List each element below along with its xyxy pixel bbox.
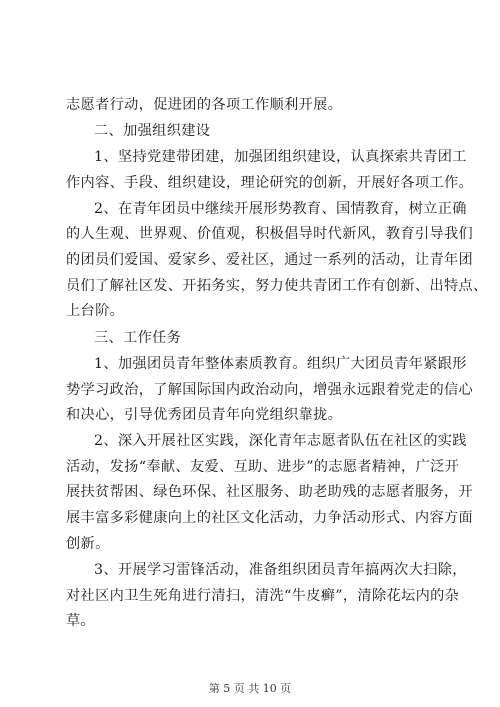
text-line-8: 员们了解社区发、开拓务实，努力使共青团工作有创新、出特点、 xyxy=(66,278,488,294)
text-line-3: 1、坚持党建带团建，加强团组织建设，认真探索共青团工 xyxy=(94,149,467,165)
text-line-19: 3、开展学习雷锋活动，准备组织团员青年搞两次大扫除， xyxy=(94,562,467,578)
text-line-12: 势学习政治，了解国际国内政治动向，增强永远跟着党走的信心 xyxy=(66,382,474,398)
section-heading-2: 二、加强组织建设 xyxy=(94,123,211,139)
text-line-5: 2、在青年团员中继续开展形势教育、国情教育，树立正确 xyxy=(94,201,467,217)
text-line-18: 创新。 xyxy=(66,536,110,552)
text-line-13: 和决心，引导优秀团员青年向党组织靠拢。 xyxy=(66,407,343,423)
text-line-4: 作内容、手段、组织建设，理论研究的创新，开展好各项工作。 xyxy=(66,175,474,191)
text-line-9: 上台阶。 xyxy=(66,303,125,319)
section-heading-3: 三、工作任务 xyxy=(94,330,182,346)
text-line-7: 的团员们爱国、爱家乡、爱社区，通过一系列的活动，让青年团 xyxy=(66,252,474,268)
text-line-21: 草。 xyxy=(66,613,96,629)
text-line-20: 对社区内卫生死角进行清扫，清洗“牛皮癣”，清除花坛内的杂 xyxy=(66,588,460,604)
text-line-14: 2、深入开展社区实践，深化青年志愿者队伍在社区的实践 xyxy=(94,433,467,449)
text-line-11: 1、加强团员青年整体素质教育。组织广大团员青年紧跟形 xyxy=(94,356,467,372)
text-line-1: 志愿者行动，促进团的各项工作顺利开展。 xyxy=(66,97,343,113)
text-line-15: 活动，发扬“奉献、友爱、互助、进步”的志愿者精神，广泛开 xyxy=(66,459,460,475)
page-footer: 第 5 页 共 10 页 xyxy=(208,682,292,695)
text-line-6: 的人生观、世界观、价值观，积极倡导时代新风，教育引导我们 xyxy=(66,226,474,242)
text-line-17: 展丰富多彩健康向上的社区文化活动，力争活动形式、内容方面 xyxy=(66,510,474,526)
text-line-16: 展扶贫帮困、绿色环保、社区服务、助老助残的志愿者服务，开 xyxy=(66,484,474,500)
